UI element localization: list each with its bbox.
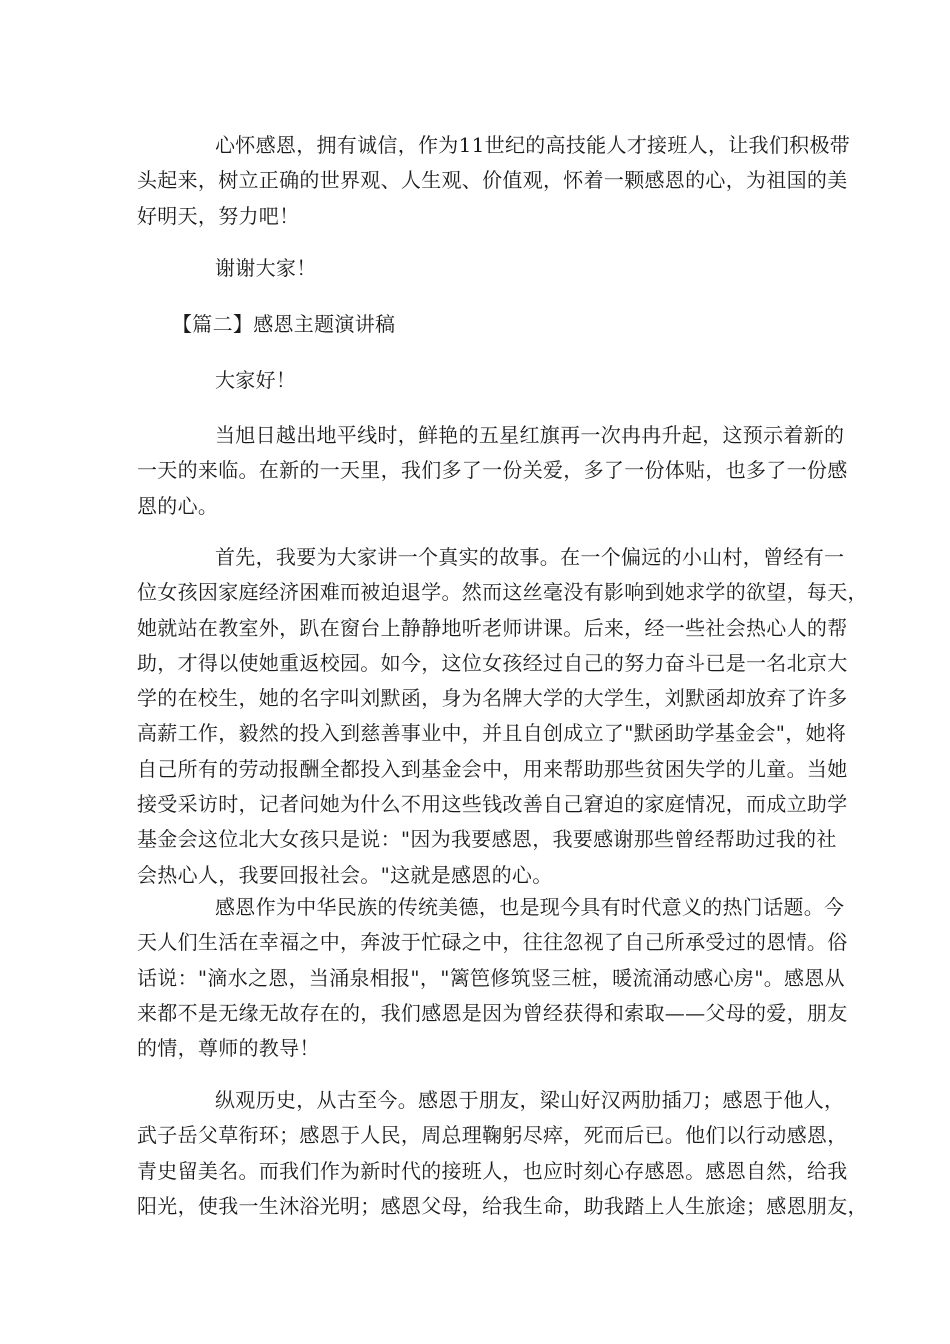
text-line: 首先，我要为大家讲一个真实的故事。在一个偏远的小山村，曾经有一 [215,545,845,569]
paragraph-story [137,540,868,893]
text-line: 阳光，使我一生沐浴光明；感恩父母，给我生命，助我踏上人生旅途；感恩朋友， [137,1193,868,1218]
section-heading: 【篇二】感恩主题演讲稿 [172,312,396,336]
text-line: 位女孩因家庭经济困难而被迫退学。然而这丝毫没有影响到她求学的欲望，每天， [137,580,868,605]
text-line: 话说："滴水之恩，当涌泉相报"，"篱笆修筑竖三桩，暖流涌动感心房"。感恩从 [137,965,845,990]
text-line: 恩的心。 [137,493,219,518]
text-line: 天人们生活在幸福之中，奔波于忙碌之中，往往忽视了自己所承受过的恩情。俗 [137,930,848,955]
text-line: 大家好！ [215,368,297,392]
text-line: 接受采访时，记者问她为什么不用这些钱改善自己窘迫的家庭情况，而成立助学 [137,792,848,817]
paragraph-sunrise [137,418,848,524]
text-line: 的情，尊师的教导！ [137,1036,320,1061]
text-line: 当旭日越出地平线时，鲜艳的五星红旗再一次冉冉升起，这预示着新的 [215,423,845,447]
text-line: 学的在校生，她的名字叫刘默函，身为名牌大学的大学生，刘默函却放弃了许多 [137,686,848,711]
paragraph-greeting [137,363,819,398]
text-line: 她就站在教室外，趴在窗台上静静地听老师讲课。后来，经一些社会热心人的帮 [137,615,848,640]
text-line: 自己所有的劳动报酬全都投入到基金会中，用来帮助那些贫困失学的儿童。当她 [137,756,848,781]
text-line: 基金会这位北大女孩只是说："因为我要感恩，我要感谢那些曾经帮助过我的社 [137,827,837,852]
paragraph-thanks [137,251,819,286]
text-line: 头起来，树立正确的世界观、人生观、价值观，怀着一颗感恩的心，为祖国的美 [137,168,848,193]
text-line: 武子岳父草衔环；感恩于人民，周总理鞠躬尽瘁，死而后已。他们以行动感恩， [137,1123,848,1148]
paragraph-closing [137,128,851,234]
text-line: 纵观历史，从古至今。感恩于朋友，梁山好汉两肋插刀；感恩于他人， [215,1088,845,1112]
paragraph-tradition [137,890,848,1066]
text-line: 来都不是无缘无故存在的，我们感恩是因为曾经获得和索取——父母的爱，朋友 [137,1000,848,1025]
paragraph-history [137,1083,868,1224]
text-line: 心怀感恩，拥有诚信，作为11世纪的高技能人才接班人，让我们积极带 [215,133,851,157]
text-line: 感恩作为中华民族的传统美德，也是现今具有时代意义的热门话题。今 [215,895,845,919]
text-line: 助，才得以使她重返校园。如今，这位女孩经过自己的努力奋斗已是一名北京大 [137,650,848,675]
text-line: 好明天，努力吧！ [137,203,300,228]
text-line: 高薪工作，毅然的投入到慈善事业中，并且自创成立了"默函助学基金会"，她将 [137,721,847,746]
text-line: 一天的来临。在新的一天里，我们多了一份关爱，多了一份体贴，也多了一份感 [137,458,848,483]
text-line: 谢谢大家！ [215,256,317,280]
text-line: 青史留美名。而我们作为新时代的接班人，也应时刻心存感恩。感恩自然，给我 [137,1158,848,1183]
text-line: 会热心人，我要回报社会。"这就是感恩的心。 [137,862,553,887]
